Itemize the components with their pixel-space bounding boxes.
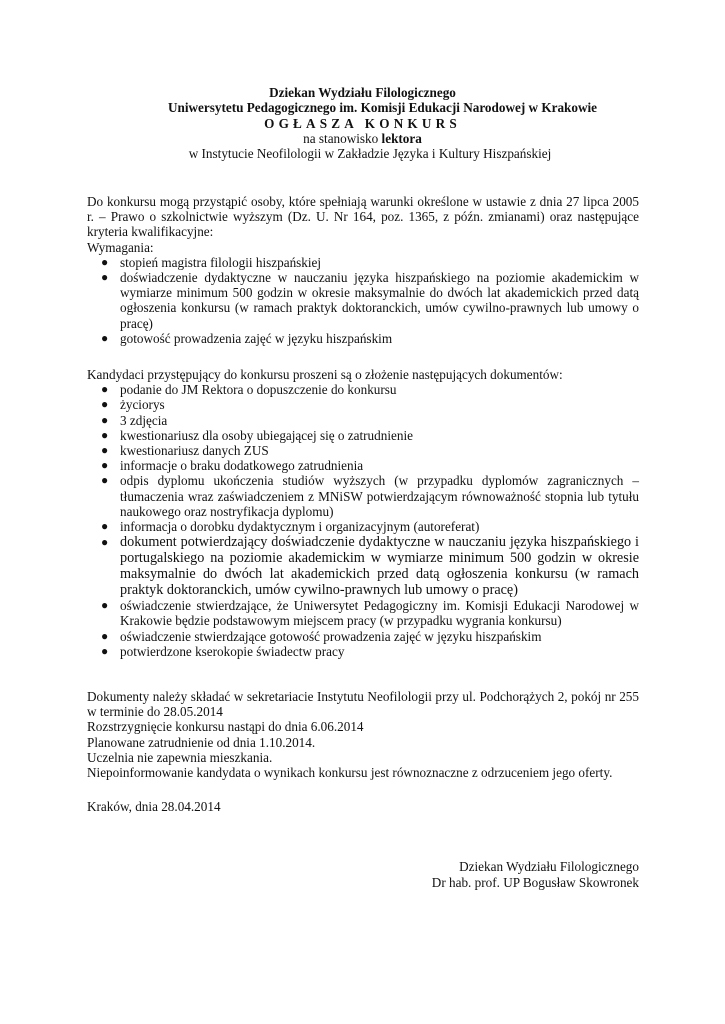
list-item: ● doświadczenie dydaktyczne w nauczaniu języka hiszpańskiego na poziomie akademickim w wymiarze minimum 500 godzin w okresie maksymalnie do dwóch lat akademickich przed datą ogłoszenia konkursu (w ramach praktyk doktoranckich, umów cywilno-prawnych lub umowy o pracę): [101, 270, 639, 331]
list-item: ● potwierdzone kserokopie świadectw pracy: [101, 643, 345, 659]
list-item: ● gotowość prowadzenia zajęć w języku hiszpańskim: [101, 330, 393, 346]
bullet-icon: ●: [101, 412, 109, 427]
intro-paragraph: Do konkursu mogą przystąpić osoby, które spełniają warunki określone w ustawie z dnia 27 lipca 2005 r. – Prawo o szkolnictwie wyższym (Dz. U. Nr 164, poz. 1365, z późn. zmianami) oraz następujące kryteria kwalifikacyjne:: [87, 194, 639, 240]
documents-heading: Kandydaci przystępujący do konkursu proszeni są o złożenie następujących dokumentów:: [87, 367, 563, 382]
list-item: ● oświadczenie stwierdzające, że Uniwersytet Pedagogiczny im. Komisji Edukacji Narodowej w Krakowie będzie podstawowym miejscem pracy (w przypadku wygrania konkursu): [101, 598, 639, 629]
documents-section: [87, 367, 639, 659]
bullet-icon: ●: [101, 443, 109, 458]
resolution-date: Rozstrzygnięcie konkursu nastąpi do dnia 6.06.2014: [87, 719, 364, 735]
bullet-icon: ●: [101, 427, 109, 442]
announcement-title: OGŁASZA KONKURS: [264, 115, 461, 131]
bullet-icon: ●: [101, 535, 109, 550]
requirements-heading: Wymagania:: [87, 239, 154, 255]
list-item: ● stopień magistra filologii hiszpańskiej: [101, 254, 322, 270]
list-item: ● życiorys: [101, 397, 165, 413]
signature-title: Dziekan Wydziału Filologicznego: [459, 859, 639, 874]
bullet-icon: ●: [101, 397, 109, 412]
bullet-icon: ●: [101, 628, 109, 643]
list-item: ● kwestionariusz danych ZUS: [101, 443, 269, 459]
signature-block: [432, 859, 639, 890]
position-prefix: na stanowisko: [303, 130, 382, 146]
position-line: [0, 131, 725, 146]
bullet-icon: ●: [101, 270, 109, 285]
intro-section: [87, 194, 639, 346]
submission-info: Dokumenty należy składać w sekretariacie Instytutu Neofilologii przy ul. Podchorążych 2, pokój nr 255 w terminie do 28.05.2014: [87, 689, 639, 720]
bullet-icon: ●: [101, 598, 109, 613]
result-notice: Niepoinformowanie kandydata o wynikach konkursu jest równoznaczne z odrzuceniem jego oferty.: [87, 765, 613, 781]
list-item: ● informacja o dorobku dydaktycznym i organizacyjnym (autoreferat): [101, 519, 480, 535]
list-item: ● informacje o braku dodatkowego zatrudnienia: [101, 458, 364, 474]
list-item: ● podanie do JM Rektora o dopuszczenie do konkursu: [101, 382, 397, 398]
bullet-icon: ●: [101, 254, 109, 269]
bullet-icon: ●: [101, 643, 109, 658]
list-item: ● dokument potwierdzający doświadczenie dydaktyczne w nauczaniu języka hiszpańskiego i portugalskiego na poziomie akademickim w wymiarze minimum 500 godzin w okresie maksymalnie do dwóch lat akademickich przed datą ogłoszenia konkursu (w ramach praktyk doktoranckich, umów cywilno-prawnych lub umowy o pracę): [101, 534, 639, 599]
housing-note: Uczelnia nie zapewnia mieszkania.: [87, 749, 273, 765]
announcement-header: [0, 85, 725, 161]
institute-line: w Instytucie Neofilologii w Zakładzie Języka i Kultury Hiszpańskiej: [188, 146, 552, 162]
position-name: lektora: [381, 130, 422, 146]
bullet-icon: ●: [101, 330, 109, 345]
bullet-icon: ●: [101, 458, 109, 473]
list-item: ● odpis dyplomu ukończenia studiów wyższych (w przypadku dyplomów zagranicznych – tłumaczenia wraz zaświadczeniem z MNiSW potwierdzającym równoważność stopnia lub tytułu naukowego oraz nostryfikacja dyplomu): [101, 473, 639, 519]
closing-section: [87, 689, 639, 780]
dean-title: Dziekan Wydziału Filologicznego: [269, 85, 456, 100]
list-item: ● 3 zdjęcia: [101, 412, 168, 428]
university-name: Uniwersytetu Pedagogicznego im. Komisji Edukacji Narodowej w Krakowie: [167, 100, 598, 116]
documents-list: [87, 382, 639, 659]
bullet-icon: ●: [101, 473, 109, 488]
signature-name: Dr hab. prof. UP Bogusław Skowronek: [431, 874, 639, 890]
bullet-icon: ●: [101, 382, 109, 397]
bullet-icon: ●: [101, 519, 109, 534]
list-item: ● oświadczenie stwierdzające gotowość prowadzenia zajęć w języku hiszpańskim: [101, 628, 542, 644]
list-item: ● kwestionariusz dla osoby ubiegającej się o zatrudnienie: [101, 427, 413, 443]
employment-date: Planowane zatrudnienie od dnia 1.10.2014.: [87, 734, 316, 750]
place-date: Kraków, dnia 28.04.2014: [87, 799, 221, 814]
requirements-list: [87, 255, 639, 346]
